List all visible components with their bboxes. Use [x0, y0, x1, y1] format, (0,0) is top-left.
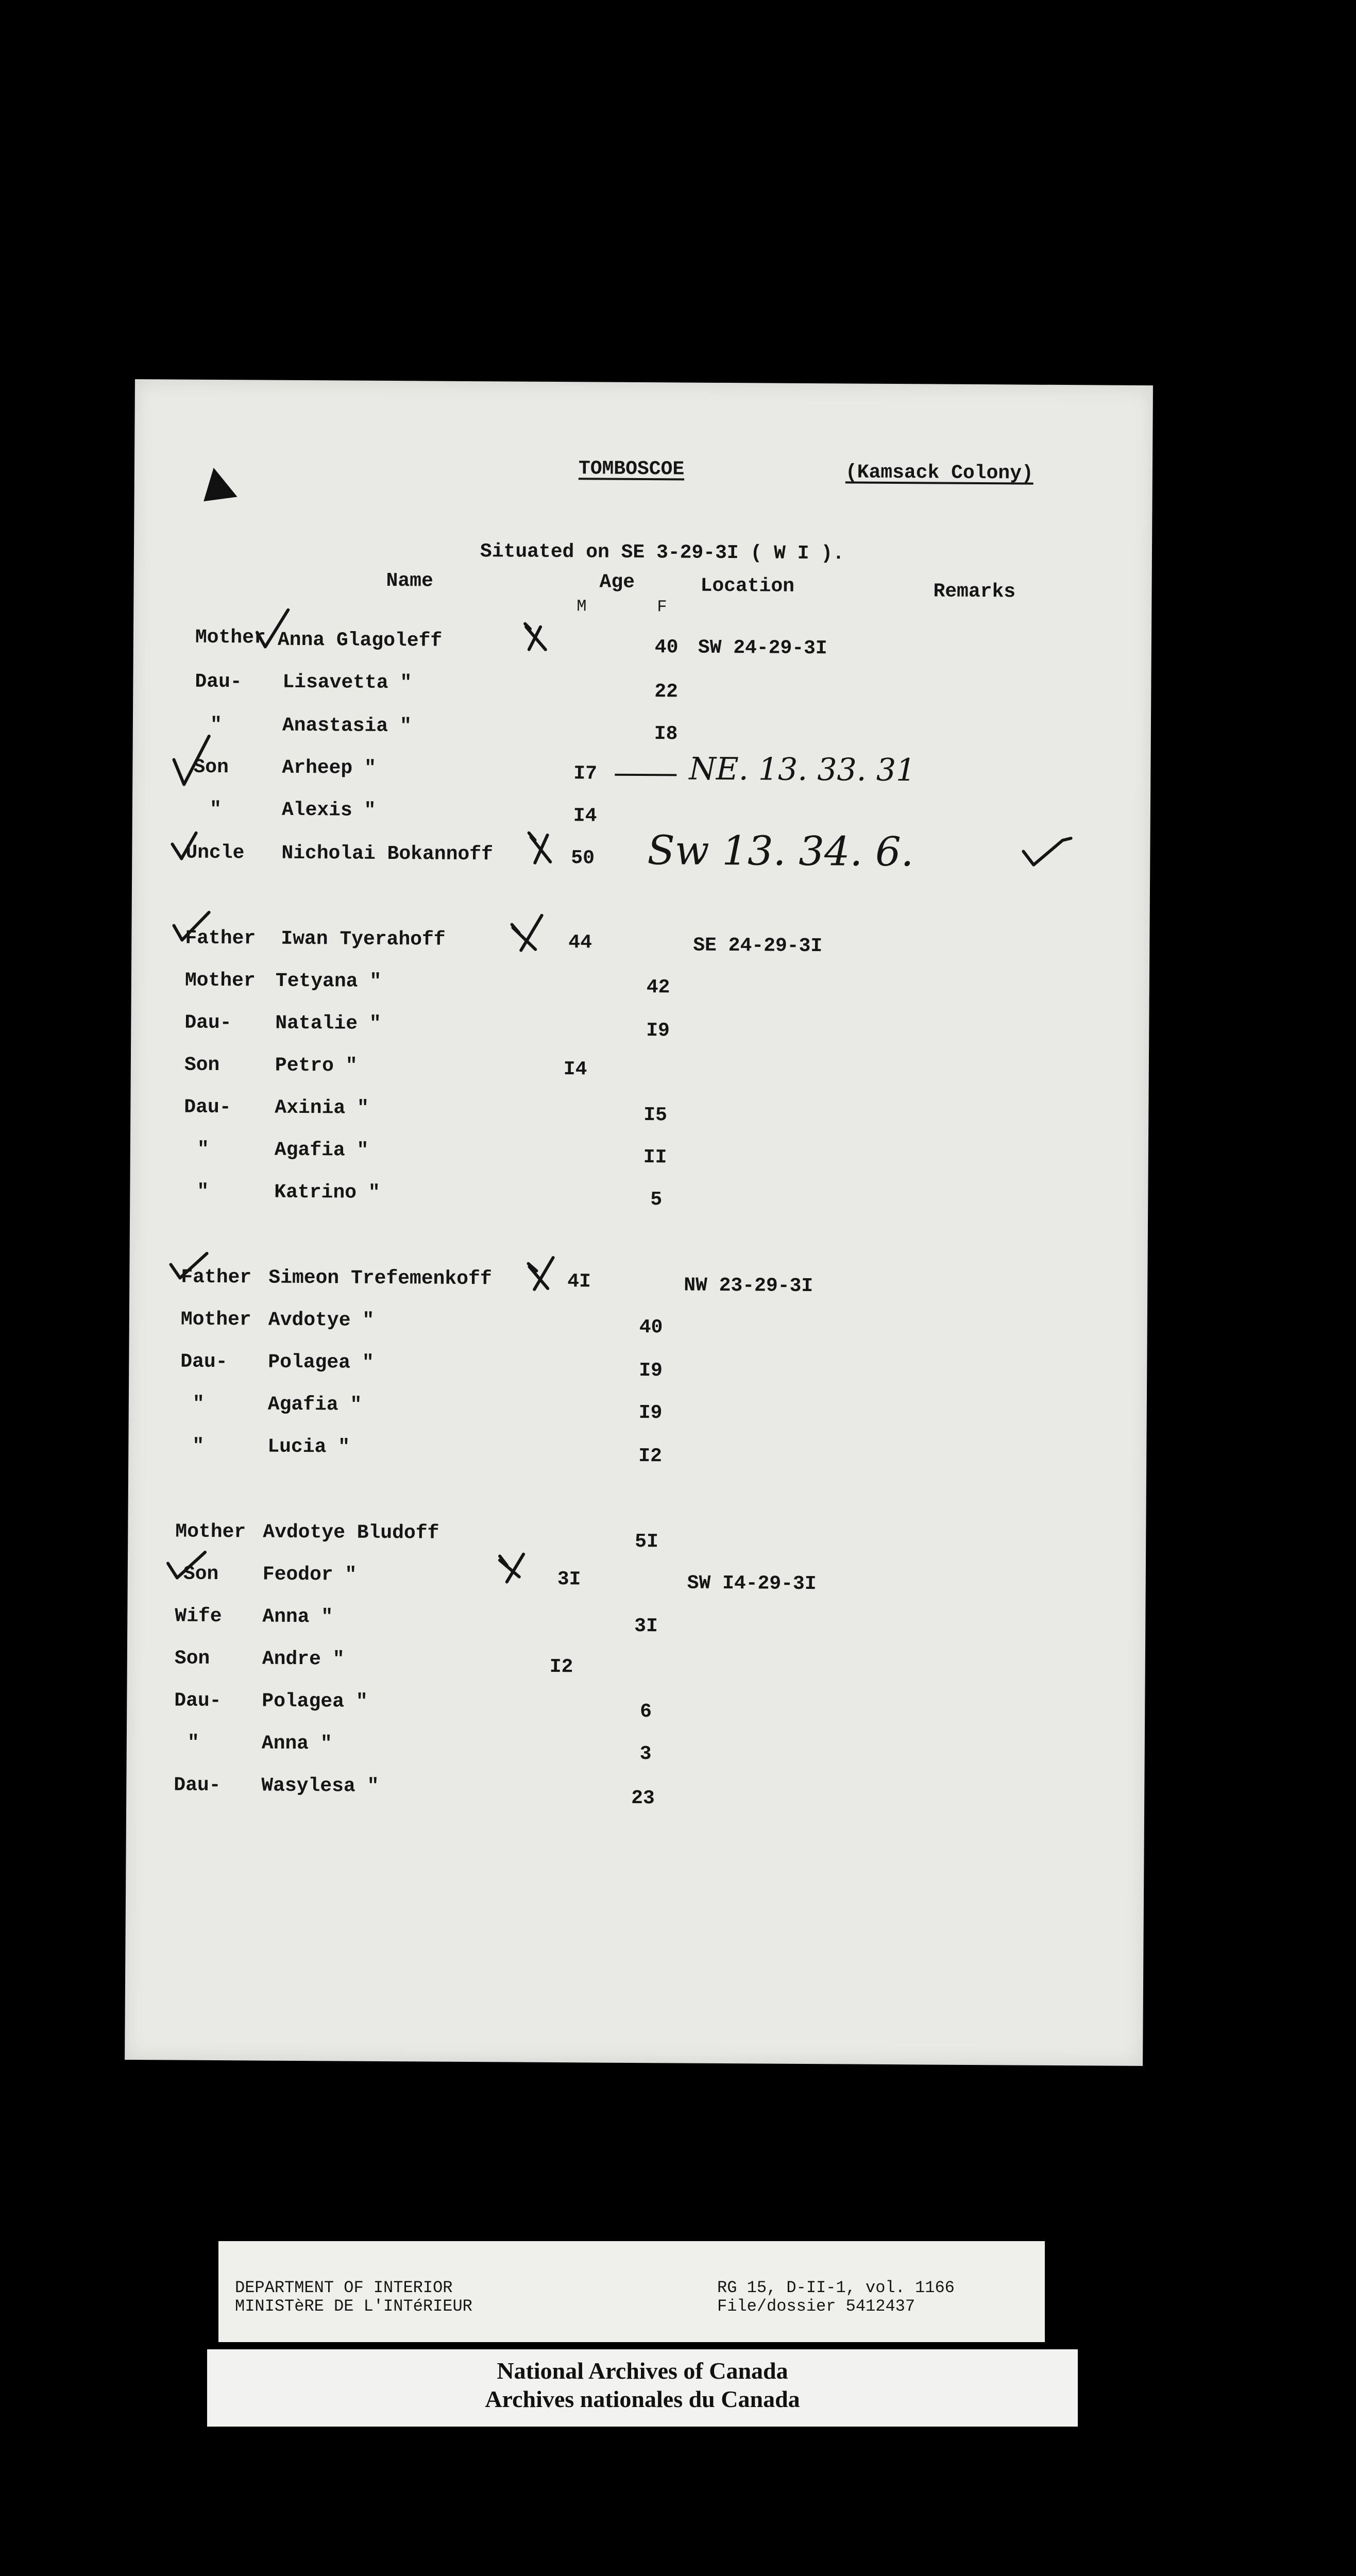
relation-cell: ": [210, 714, 222, 737]
name-cell: Axinia ": [275, 1096, 369, 1120]
cross-mark-icon: [500, 1554, 523, 1582]
record-group-reference: RG 15, D-II-1, vol. 1166: [717, 2278, 955, 2297]
name-cell: Natalie ": [275, 1012, 381, 1035]
name-cell: Tetyana ": [275, 970, 382, 993]
national-archives-label: [207, 2349, 1078, 2427]
archives-name-french: Archives nationales du Canada: [485, 2386, 800, 2413]
age-f-cell: I9: [638, 1402, 663, 1425]
department-english: DEPARTMENT OF INTERIOR: [235, 2278, 453, 2297]
name-cell: Lucia ": [267, 1435, 350, 1459]
column-header-remarks: Remarks: [933, 580, 1016, 603]
relation-cell: Dau-: [184, 1096, 231, 1119]
name-cell: Avdotye ": [268, 1309, 375, 1332]
age-m-cell: 3I: [557, 1568, 581, 1591]
column-header-age: Age: [599, 571, 635, 594]
age-f-cell: I9: [639, 1360, 663, 1382]
relation-cell: Father: [181, 1266, 252, 1289]
age-f-cell: 3I: [634, 1615, 658, 1638]
name-cell: Agafia ": [267, 1393, 362, 1416]
relation-cell: Son: [174, 1647, 210, 1670]
age-f-cell: II: [643, 1146, 667, 1169]
name-cell: Feodor ": [262, 1563, 357, 1586]
cross-mark-icon: [512, 915, 541, 950]
relation-cell: ": [209, 798, 222, 821]
age-m-cell: 44: [568, 931, 592, 954]
relation-cell: ": [192, 1435, 205, 1458]
relation-cell: ": [197, 1138, 209, 1161]
age-m-cell: I2: [549, 1655, 573, 1679]
relation-cell: Mother: [180, 1308, 251, 1331]
age-f-cell: 40: [639, 1316, 663, 1339]
name-cell: Polagea ": [262, 1690, 368, 1713]
location-cell: SW I4-29-3I: [687, 1572, 817, 1596]
age-f-cell: 6: [640, 1701, 652, 1723]
column-header-m: M: [577, 597, 587, 616]
age-f-cell: 42: [646, 976, 670, 999]
check-mark-icon: [257, 609, 288, 647]
handwritten-location-note: Sw 13. 34. 6.: [647, 827, 914, 876]
name-cell: Anastasia ": [282, 714, 412, 738]
relation-cell: Uncle: [185, 841, 245, 865]
name-cell: Petro ": [275, 1054, 358, 1077]
age-m-cell: I4: [573, 805, 597, 827]
name-cell: Andre ": [262, 1648, 345, 1671]
cross-mark-icon: [528, 1258, 553, 1290]
age-m-cell: 4I: [567, 1270, 591, 1293]
age-f-cell: 40: [654, 636, 679, 659]
age-m-cell: I7: [573, 762, 598, 785]
check-mark-icon: [172, 833, 196, 858]
name-cell: Alexis ": [281, 799, 376, 822]
relation-cell: Mother: [184, 969, 256, 992]
age-f-cell: I8: [654, 723, 678, 745]
check-mark-icon: [174, 912, 209, 940]
name-cell: Avdotye Bludoff: [263, 1521, 439, 1545]
name-cell: Lisavetta ": [282, 671, 412, 694]
check-mark-icon: [168, 1552, 205, 1578]
relation-cell: Father: [185, 927, 256, 950]
relation-cell: Wife: [175, 1605, 222, 1628]
age-f-cell: I2: [638, 1445, 662, 1468]
relation-cell: ": [197, 1180, 209, 1203]
age-f-cell: I5: [643, 1104, 668, 1127]
age-m-cell: 50: [571, 847, 595, 870]
check-mark-icon: [174, 736, 209, 784]
name-cell: Iwan Tyerahoff: [281, 927, 446, 951]
name-cell: Wasylesa ": [261, 1774, 379, 1798]
relation-cell: ": [187, 1732, 199, 1754]
relation-cell: Mother: [175, 1520, 246, 1544]
relation-cell: Dau-: [195, 670, 242, 693]
archive-reference-label: [218, 2241, 1045, 2342]
file-number: File/dossier 5412437: [717, 2297, 916, 2316]
relation-cell: Son: [184, 1054, 220, 1077]
relation-cell: Dau-: [174, 1689, 222, 1713]
relation-cell: Son: [183, 1563, 219, 1586]
department-french: MINISTèRE DE L'INTéRIEUR: [235, 2297, 472, 2316]
name-cell: Anna Glagoleff: [277, 629, 443, 652]
column-header-f: F: [657, 597, 667, 617]
name-cell: Simeon Trefemenkoff: [268, 1266, 492, 1291]
relation-cell: Dau-: [174, 1774, 221, 1797]
name-cell: Anna ": [261, 1732, 332, 1755]
age-f-cell: 23: [631, 1787, 655, 1810]
age-f-cell: 22: [654, 681, 679, 703]
archives-name-english: National Archives of Canada: [497, 2358, 788, 2384]
name-cell: Agafia ": [274, 1139, 369, 1162]
relation-cell: Son: [193, 756, 229, 779]
check-mark-icon: [1023, 838, 1071, 866]
cross-mark-icon: [525, 624, 546, 650]
location-cell: NW 23-29-3I: [684, 1274, 813, 1298]
column-header-location: Location: [700, 574, 795, 598]
name-cell: Nicholai Bokannoff: [281, 842, 493, 866]
relation-cell: Mother: [195, 626, 266, 649]
cross-mark-icon: [529, 833, 550, 863]
name-cell: Polagea ": [268, 1351, 374, 1374]
age-m-cell: I4: [563, 1058, 587, 1081]
handwritten-location-note: NE. 13. 33. 31: [689, 751, 916, 789]
name-cell: Arheep ": [282, 756, 376, 779]
document-sheet: [125, 379, 1153, 2066]
age-f-cell: 5I: [635, 1530, 658, 1553]
relation-cell: Dau-: [184, 1011, 232, 1035]
location-cell: SE 24-29-3I: [693, 934, 823, 958]
name-cell: Anna ": [262, 1605, 333, 1629]
location-cell: SW 24-29-3I: [698, 636, 827, 660]
handwritten-marks: [125, 379, 1153, 2066]
age-f-cell: I9: [646, 1020, 670, 1042]
check-mark-icon: [171, 1253, 207, 1278]
relation-cell: Dau-: [180, 1350, 228, 1374]
situated-line: Situated on SE 3-29-3I ( W I ).: [480, 540, 845, 565]
name-cell: Katrino ": [274, 1181, 380, 1204]
age-f-cell: 3: [639, 1743, 652, 1766]
column-header-name: Name: [386, 569, 433, 592]
relation-cell: ": [192, 1393, 205, 1415]
colony-label: (Kamsack Colony): [845, 461, 1033, 485]
document-title: TOMBOSCOE: [578, 457, 685, 481]
age-f-cell: 5: [650, 1189, 663, 1211]
